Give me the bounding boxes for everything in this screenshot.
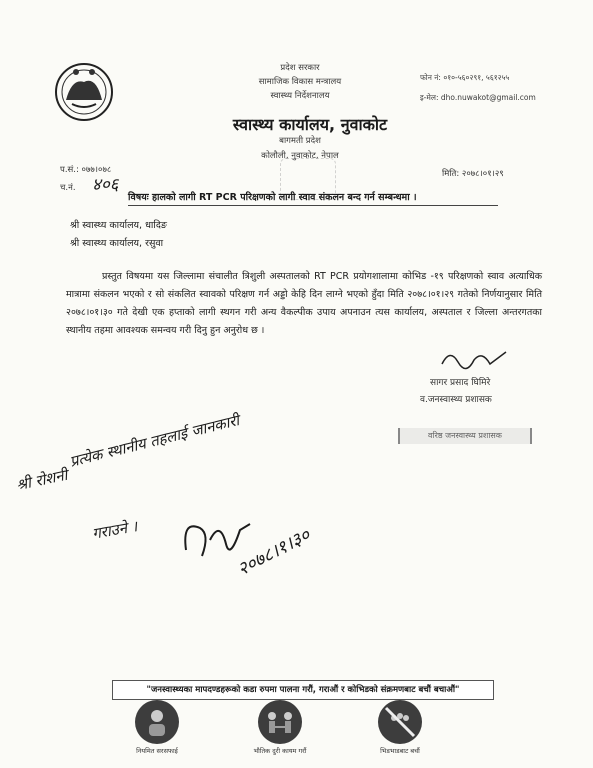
nepal-emblem-logo: [52, 60, 116, 124]
signature-scribble: [440, 346, 510, 376]
handwritten-date: २०७८।१।३०: [233, 524, 314, 581]
location: कोलौली, नुवाकोट, नेपाल: [261, 151, 339, 161]
letter-body: प्रस्तुत विषयमा यस जिल्लामा संचालीत त्रिशुली अस्पतालको RT PCR प्रयोगशालामा कोभिड -१९ परिक्षणको स्वाव अत्याधिक मात्रामा संकलन भएको र सो संकलित स्वावको परिक्षण गर्न अड्डो केहि दिन लाग्ने भएको हुँदा मिति २०७८।०१।२९ गतेको निर्णयानुसार मिति २०७८।०१।३० गते देखी एक हप्ताको लागी स्थगन गरी अन्य वैकल्पीक उपाय अपनाउन त्यस कार्यालय, अस्पताल र जिल्ला अन्तरगतका स्थानीय तहमा आवश्यक समन्वय गरी दिनु हुन अनुरोध छ ।: [66, 271, 542, 336]
gov-line-3: स्वास्थ्य निर्देशनालय: [270, 91, 330, 101]
footer-label-3: भिडभाडबाट बचौं: [380, 747, 420, 755]
signatory-name: सागर प्रसाद घिमिरे: [430, 378, 491, 388]
signatory-title: व.जनस्वास्थ्य प्रशासक: [420, 395, 492, 405]
addressee-2: श्री स्वास्थ्य कार्यालय, रसुवा: [70, 238, 164, 249]
footer-label-2: भौतिक दुरी कायम गरौं: [253, 747, 307, 755]
handwritten-note-recipient: श्री रोशनी: [14, 465, 70, 495]
official-stamp: [398, 428, 532, 444]
gov-line-1: प्रदेश सरकार: [280, 63, 320, 73]
footer-label-1: नियमित सरसफाई: [136, 747, 178, 755]
patra-sankhya: प.सं.: ०७७।०७८: [60, 165, 112, 175]
letter-date: मिति: २०७८।०१।२९: [442, 169, 504, 179]
subject-underline: [128, 205, 498, 206]
no-crowd-icon: [378, 700, 422, 744]
gov-line-2: सामाजिक विकास मन्त्रालय: [258, 77, 342, 87]
chalani-label: च.नं.: [60, 183, 76, 193]
addressee-1: श्री स्वास्थ्य कार्यालय, धादिङ: [70, 220, 167, 231]
stamp-text: वरिष्ठ जनस्वास्थ्य प्रशासक: [428, 431, 502, 440]
office-title: स्वास्थ्य कार्यालय, नुवाकोट: [232, 115, 388, 134]
handwash-icon: [135, 700, 179, 744]
handwritten-note-instruction: प्रत्येक स्थानीय तहलाई जानकारी: [67, 411, 242, 471]
subject-line: विषयः हालको लागी RT PCR परिक्षणको लागी स्वाव संकलन बन्द गर्न सम्बन्धमा ।: [128, 192, 417, 203]
chalani-number-handwritten: ४०६: [92, 175, 119, 195]
phone-number: फोन नं: ०१०-५६०२९१, ५६१२५५: [420, 73, 510, 82]
email-address: इ-मेल: dho.nuwakot@gmail.com: [420, 93, 536, 102]
handwritten-note-action: गराउने ।: [90, 517, 139, 543]
distance-icon: [258, 700, 302, 744]
footer-slogan: "जनस्वास्थ्यका मापदण्डहरूको कडा रुपमा पालना गरौं, गराऔं र कोभिडको संक्रमणबाट बचौं बचाऔं": [112, 680, 494, 700]
province: बागमती प्रदेश: [279, 136, 321, 146]
